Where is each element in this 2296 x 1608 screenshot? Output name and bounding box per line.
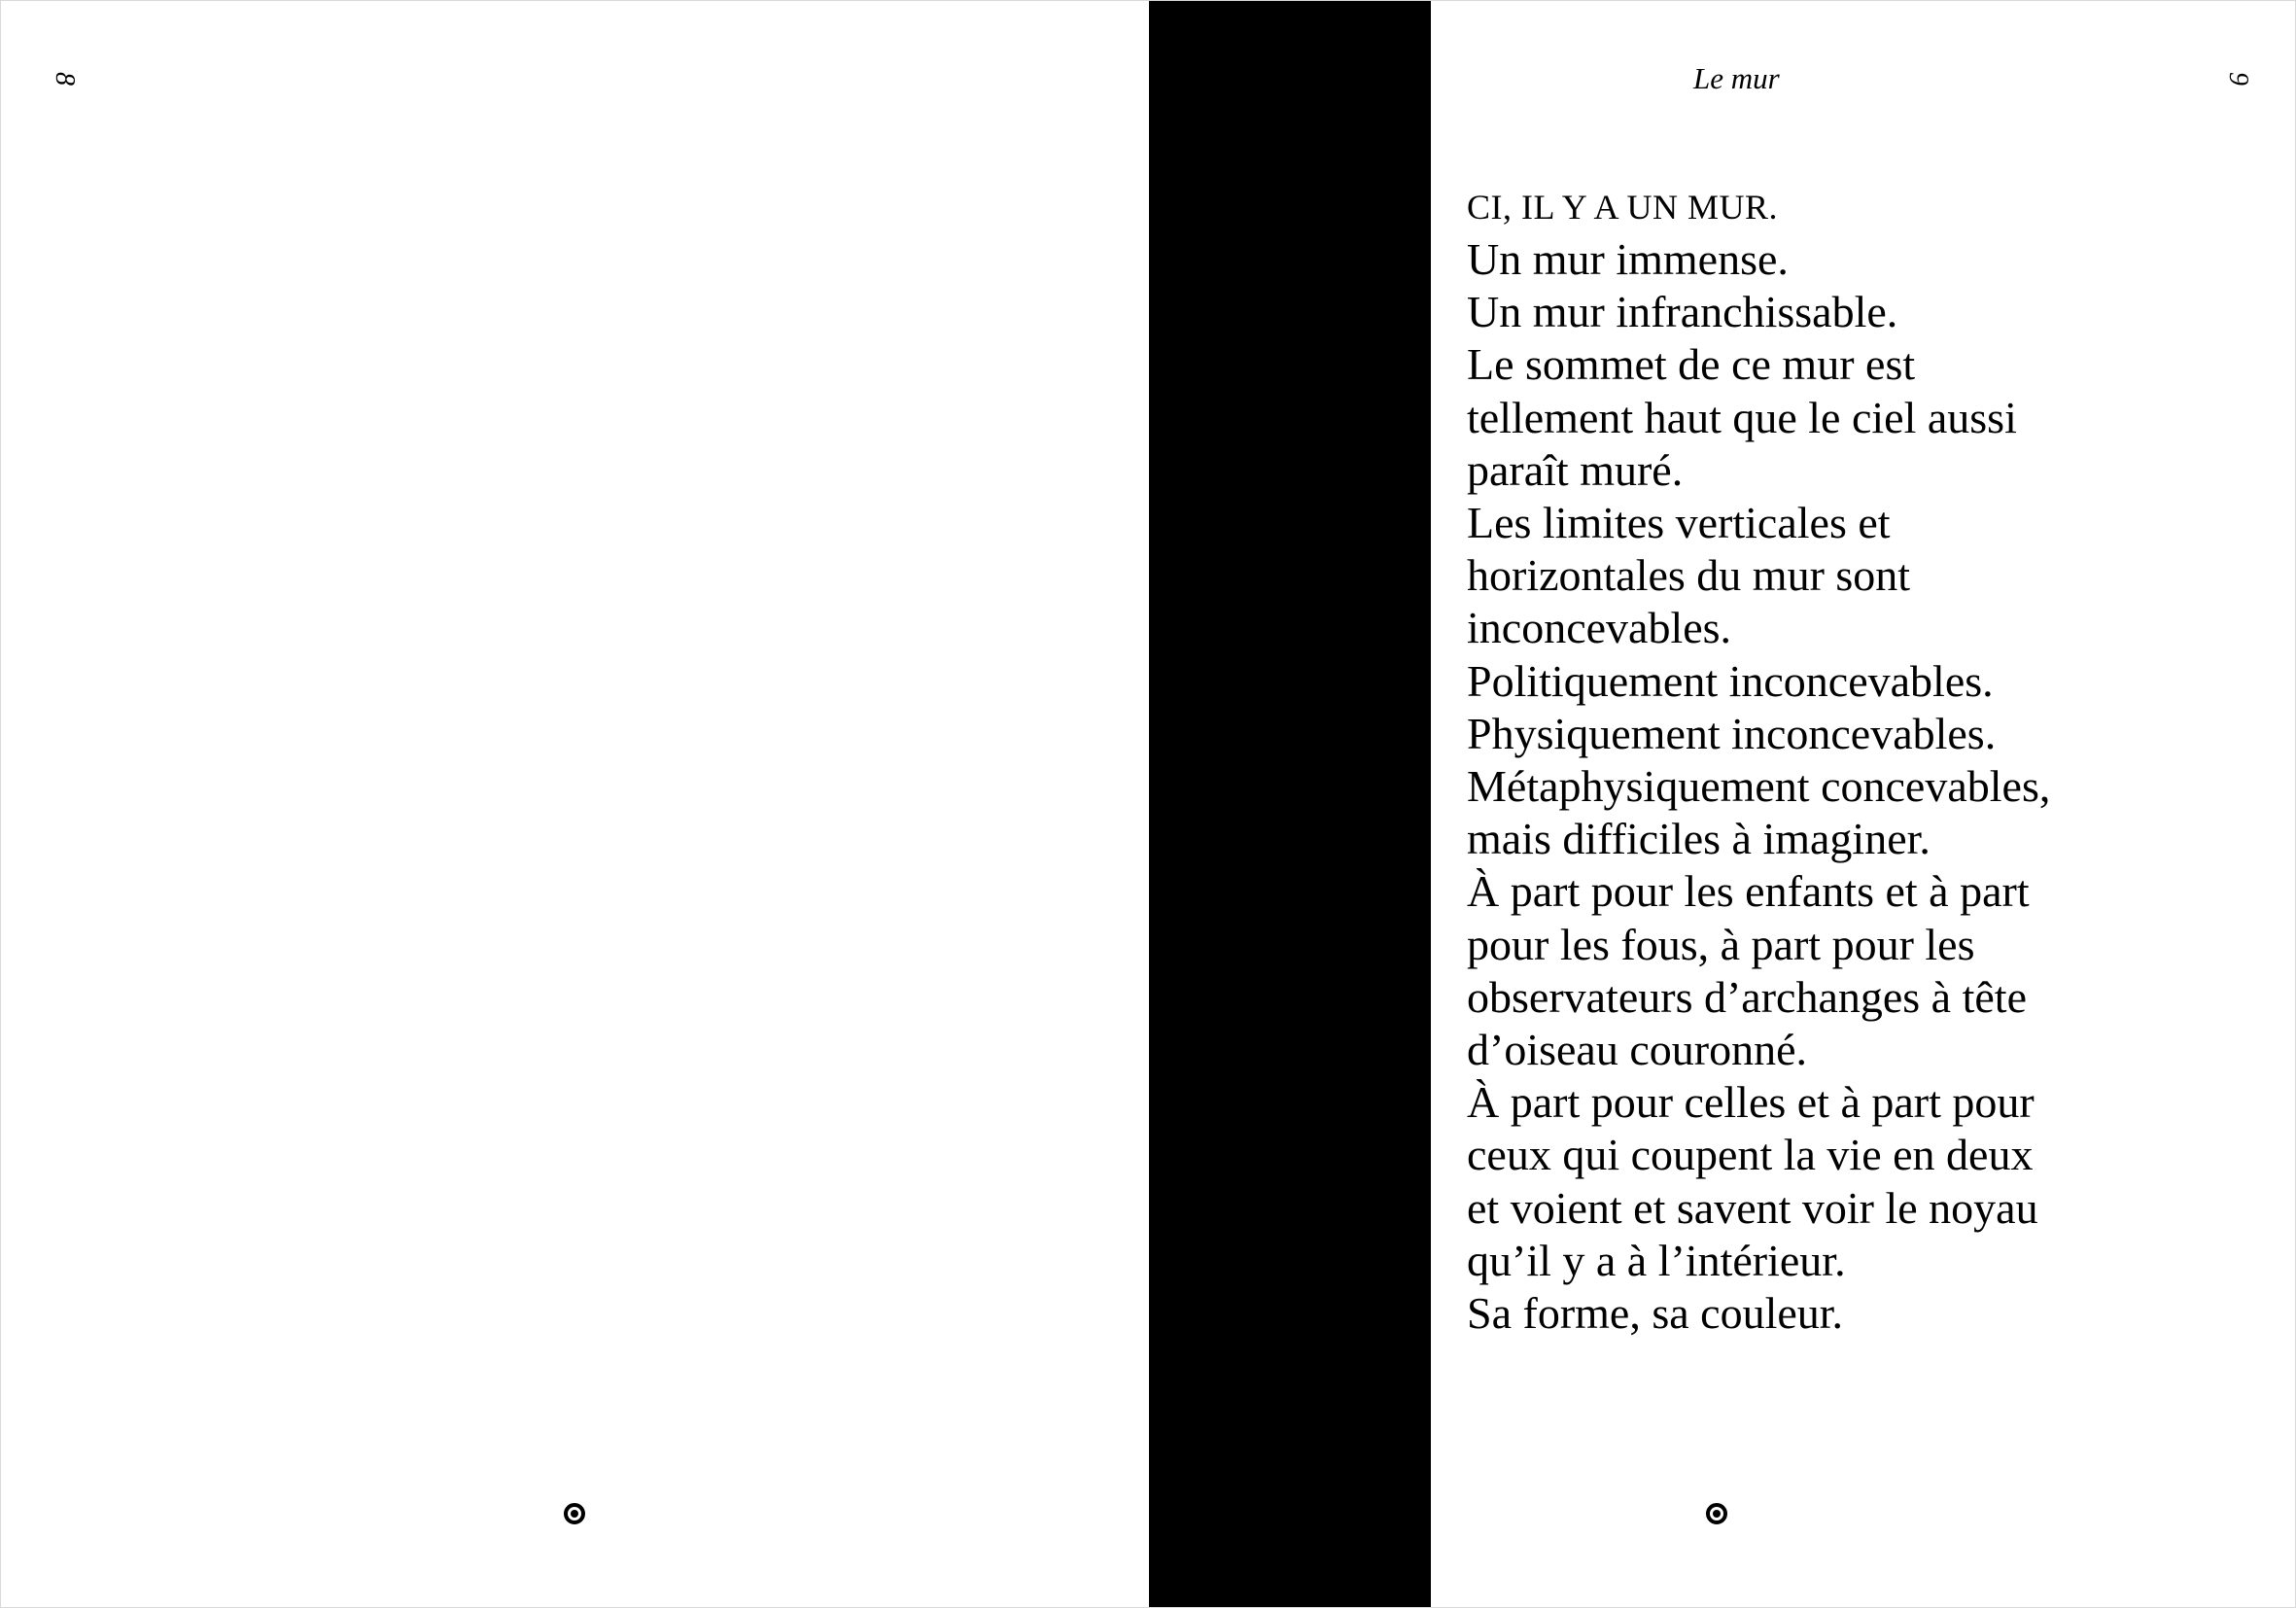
poem-line: observateurs d’archanges à tête xyxy=(1467,971,2027,1022)
poem-line: mais difficiles à imaginer. xyxy=(1467,814,1931,864)
page-number-left: 8 xyxy=(50,72,80,86)
poem-line: pour les fous, à part pour les xyxy=(1467,919,1975,969)
page-number-right: 9 xyxy=(2223,72,2253,86)
left-page xyxy=(1,1,1149,1608)
poem-text xyxy=(1467,181,2167,1340)
poem-line: ceux qui coupent la vie en deux xyxy=(1467,1130,2034,1180)
poem-line: paraît muré. xyxy=(1467,444,1684,495)
poem-line: tellement haut que le ciel aussi xyxy=(1467,392,2017,442)
poem-line: et voient et savent voir le noyau xyxy=(1467,1182,2038,1233)
registration-target-icon xyxy=(1706,1503,1727,1524)
poem-line: Le sommet de ce mur est xyxy=(1467,339,1916,390)
poem-line: Sa forme, sa couleur. xyxy=(1467,1288,1844,1339)
poem-line: CI, IL Y A UN MUR. xyxy=(1467,188,1779,227)
poem-line: Politiquement inconcevables. xyxy=(1467,655,1994,706)
poem-line: horizontales du mur sont xyxy=(1467,550,1911,601)
poem-line: Les limites verticales et xyxy=(1467,498,1891,548)
black-divider-band xyxy=(1149,1,1431,1608)
poem-line: d’oiseau couronné. xyxy=(1467,1025,1807,1075)
registration-target-icon xyxy=(564,1503,585,1524)
poem-line: Physiquement inconcevables. xyxy=(1467,708,1997,758)
poem-line: qu’il y a à l’intérieur. xyxy=(1467,1235,1846,1285)
poem-line: À part pour celles et à part pour xyxy=(1467,1077,2035,1128)
poem-line: inconcevables. xyxy=(1467,603,1732,653)
right-page xyxy=(1431,1,2296,1608)
poem-line: Métaphysiquement concevables, xyxy=(1467,761,2051,812)
running-head: Le mur xyxy=(1693,61,1780,95)
poem-line: Un mur immense. xyxy=(1467,234,1789,284)
poem-line: À part pour les enfants et à part xyxy=(1467,866,2030,917)
poem-line: Un mur infranchissable. xyxy=(1467,287,1898,337)
